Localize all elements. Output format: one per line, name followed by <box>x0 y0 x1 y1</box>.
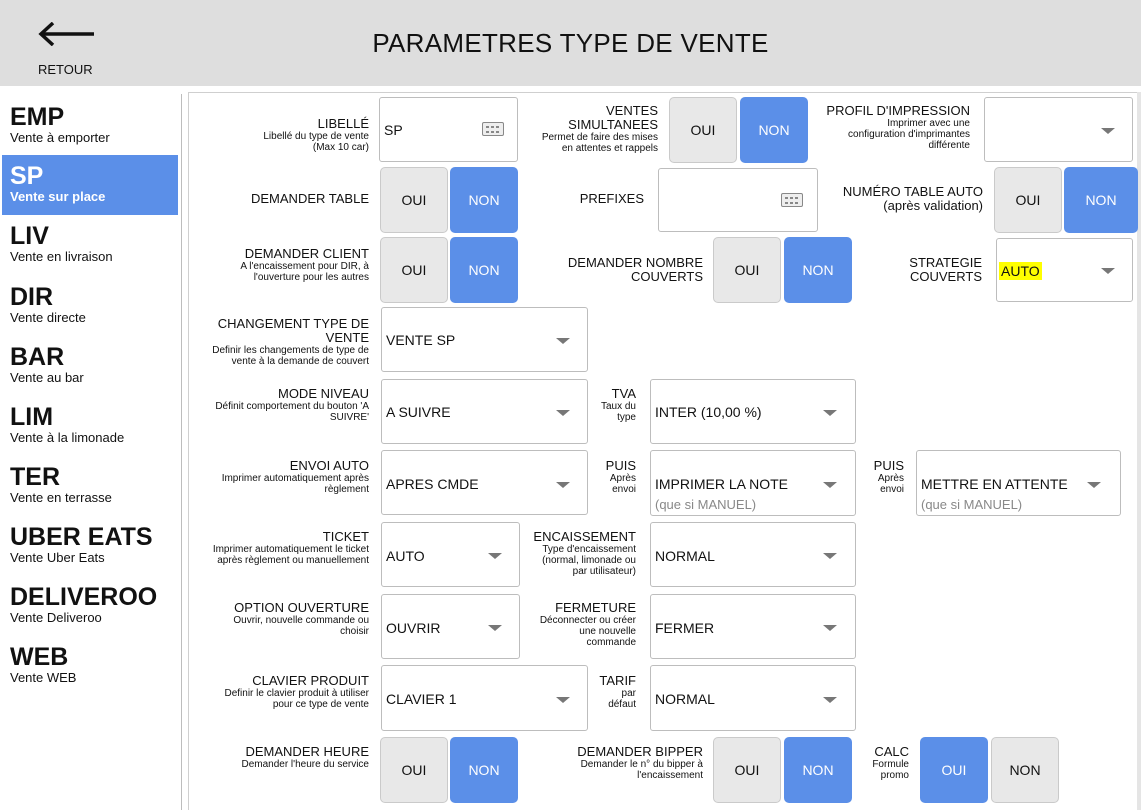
sidebar-item-lim[interactable] <box>2 396 178 456</box>
prefixes-label <box>524 192 644 206</box>
page-title: PARAMETRES TYPE DE VENTE <box>372 28 769 58</box>
tva-label <box>576 387 636 423</box>
strategie-couverts-label <box>862 256 982 284</box>
encaissement-title: ENCAISSEMENT <box>533 529 636 544</box>
changement-type-select[interactable] <box>381 307 588 372</box>
clavier-title: CLAVIER PRODUIT <box>252 673 369 688</box>
strategie-title: STRATEGIE <box>909 255 982 270</box>
chevron-down-icon <box>823 625 837 631</box>
changement-type-label <box>179 317 369 367</box>
puis-2-select[interactable] <box>916 450 1121 516</box>
strategie-title-2: COUVERTS <box>910 269 982 284</box>
chevron-down-icon <box>823 697 837 703</box>
clavier-produit-label <box>179 674 369 710</box>
ticket-label <box>179 530 369 566</box>
bipper-title: DEMANDER BIPPER <box>577 744 703 759</box>
bipper-hint: Demander le n° du bipper à <box>580 759 703 770</box>
libelle-hint-2: (Max 10 car) <box>312 142 369 153</box>
tarif-hint: par <box>621 688 636 699</box>
libelle-label <box>179 117 369 153</box>
fermeture-title: FERMETURE <box>555 600 636 615</box>
sidebar-item-ter[interactable] <box>2 456 178 516</box>
tva-hint-2: type <box>617 412 636 423</box>
prefixes-input[interactable] <box>658 168 818 232</box>
ticket-hint: Imprimer automatiquement le ticket <box>212 544 369 555</box>
chevron-down-icon <box>823 410 837 416</box>
sidebar-item-code: SP <box>10 162 44 190</box>
envoi-auto-hint-2: règlement <box>324 484 369 495</box>
encaissement-value: NORMAL <box>655 548 715 564</box>
keyboard-icon[interactable] <box>781 193 803 207</box>
changement-title: CHANGEMENT TYPE DE <box>217 316 369 331</box>
prefixes-title: PREFIXES <box>579 191 644 206</box>
ventes-sim-title: VENTES <box>605 103 658 118</box>
tarif-hint-2: défaut <box>608 699 636 710</box>
demander-table-label <box>179 192 369 206</box>
clavier-produit-select[interactable] <box>381 665 588 731</box>
nb-couverts-title-2: COUVERTS <box>631 269 703 284</box>
mode-niveau-value: A SUIVRE <box>386 404 451 420</box>
libelle-hint: Libellé du type de vente <box>263 131 369 142</box>
mode-niveau-title: MODE NIVEAU <box>277 386 369 401</box>
demander-table-non-button[interactable]: NON <box>450 167 518 233</box>
numero-table-title: NUMÉRO TABLE AUTO <box>842 184 983 199</box>
encaissement-hint: Type d'encaissement <box>542 544 636 555</box>
demander-client-hint-2: l'ouverture pour les autres <box>253 272 369 283</box>
sidebar-item-emp[interactable] <box>2 96 178 156</box>
ticket-hint-2: après règlement ou manuellement <box>217 555 369 566</box>
tarif-value: NORMAL <box>655 691 715 707</box>
chevron-down-icon <box>823 553 837 559</box>
encaissement-hint-2: (normal, limonade ou <box>542 555 636 566</box>
puis-1-sub: (que si MANUEL) <box>655 497 757 512</box>
bipper-oui-button[interactable]: OUI <box>713 737 781 803</box>
profil-hint: Imprimer avec une <box>887 118 970 129</box>
puis-2-value: METTRE EN ATTENTE <box>921 476 1068 492</box>
ventes-sim-hint-2: en attentes et rappels <box>561 143 658 154</box>
puis-1-value: IMPRIMER LA NOTE <box>655 476 789 492</box>
demander-client-hint: A l'encaissement pour DIR, à <box>240 261 369 272</box>
tva-title: TVA <box>611 386 636 401</box>
libelle-title: LIBELLÉ <box>317 116 369 131</box>
ventes-simultanees-label <box>498 104 658 154</box>
sidebar-item-code: UBER EATS <box>10 523 153 551</box>
puis-1-select[interactable] <box>650 450 856 516</box>
bipper-non-button[interactable]: NON <box>784 737 852 803</box>
ventes-sim-oui-button[interactable]: OUI <box>669 97 737 163</box>
demander-table-title: DEMANDER TABLE <box>251 191 369 206</box>
sidebar-item-code: EMP <box>10 103 65 131</box>
bipper-hint-2: l'encaissement <box>637 770 703 781</box>
tva-hint: Taux du <box>600 401 636 412</box>
sidebar-item-code: DIR <box>10 283 54 311</box>
sidebar-item-uber-eats[interactable] <box>2 516 178 576</box>
numero-table-oui-button[interactable]: OUI <box>994 167 1062 233</box>
encaissement-select[interactable] <box>650 522 856 587</box>
nombre-couverts-label <box>533 256 703 284</box>
option-ouverture-title: OPTION OUVERTURE <box>234 600 369 615</box>
nb-couverts-title: DEMANDER NOMBRE <box>567 255 703 270</box>
fermeture-select[interactable] <box>650 594 856 659</box>
option-ouverture-value: OUVRIR <box>386 620 441 636</box>
option-ouverture-hint-2: choisir <box>340 626 369 637</box>
demander-client-title: DEMANDER CLIENT <box>244 246 369 261</box>
back-label: RETOUR <box>38 62 93 77</box>
encaissement-hint-3: par utilisateur) <box>572 566 636 577</box>
changement-title-2: VENTE <box>325 330 369 345</box>
tarif-select[interactable] <box>650 665 856 731</box>
profil-hint-3: différente <box>928 140 970 151</box>
option-ouverture-label <box>179 601 369 637</box>
tva-select[interactable] <box>650 379 856 444</box>
fermeture-hint-3: commande <box>586 637 636 648</box>
envoi-auto-value: APRES CMDE <box>386 476 479 492</box>
envoi-auto-label <box>179 459 369 495</box>
nb-couverts-oui-button[interactable]: OUI <box>713 237 781 303</box>
demander-bipper-label <box>543 745 703 781</box>
chevron-down-icon <box>556 410 570 416</box>
sidebar-item-desc: Vente à la limonade <box>10 430 125 445</box>
strategie-value: AUTO <box>1001 263 1040 279</box>
chevron-down-icon <box>488 625 502 631</box>
envoi-auto-select[interactable] <box>381 450 588 515</box>
demander-heure-title: DEMANDER HEURE <box>245 744 369 759</box>
tva-value: INTER (10,00 %) <box>655 404 762 420</box>
sidebar-item-dir[interactable] <box>2 276 178 336</box>
clavier-hint: Definir le clavier produit à utiliser <box>224 688 369 699</box>
mode-niveau-hint-2: SUIVRE' <box>329 412 369 423</box>
calc-title: CALC <box>874 744 909 759</box>
puis-2-hint: Après <box>877 473 904 484</box>
ticket-value: AUTO <box>386 548 425 564</box>
sidebar-item-code: BAR <box>10 343 65 371</box>
libelle-value: SP <box>384 122 403 138</box>
sidebar-item-deliveroo[interactable] <box>2 576 178 636</box>
numero-table-auto-label <box>813 185 983 213</box>
sidebar-item-web[interactable] <box>2 636 178 696</box>
sidebar-item-code: DELIVEROO <box>10 583 158 611</box>
nb-couverts-non-button[interactable]: NON <box>784 237 852 303</box>
fermeture-hint-2: une nouvelle <box>579 626 636 637</box>
puis-1-title: PUIS <box>605 458 636 473</box>
puis-2-sub: (que si MANUEL) <box>921 497 1023 512</box>
numero-table-non-button[interactable]: NON <box>1064 167 1138 233</box>
demander-heure-label <box>179 745 369 770</box>
sidebar-item-liv[interactable] <box>2 215 178 275</box>
demander-client-label <box>179 247 369 283</box>
sidebar-item-code: WEB <box>10 643 69 671</box>
option-ouverture-hint: Ouvrir, nouvelle commande ou <box>233 615 369 626</box>
sidebar-item-desc: Vente au bar <box>10 370 84 385</box>
calc-hint: Formule <box>872 759 909 770</box>
fermeture-hint: Déconnecter ou créer <box>539 615 636 626</box>
changement-hint-2: vente à la demande de couvert <box>231 356 369 367</box>
demander-heure-oui-button[interactable]: OUI <box>380 737 448 803</box>
tarif-label <box>576 674 636 710</box>
sidebar-item-desc: Vente en terrasse <box>10 490 112 505</box>
ventes-sim-title-2: SIMULTANEES <box>568 117 658 132</box>
puis-2-title: PUIS <box>873 458 904 473</box>
changement-value: VENTE SP <box>386 332 456 348</box>
option-ouverture-select[interactable] <box>381 594 520 659</box>
envoi-auto-hint: Imprimer automatiquement après <box>221 473 369 484</box>
demander-heure-hint: Demander l'heure du service <box>241 759 369 770</box>
demander-table-oui-button[interactable]: OUI <box>380 167 448 233</box>
chevron-down-icon <box>488 553 502 559</box>
sidebar-item-code: LIM <box>10 403 54 431</box>
strategie-couverts-select[interactable] <box>996 238 1133 302</box>
sidebar-item-desc: Vente WEB <box>10 670 77 685</box>
profil-hint-2: configuration d'imprimantes <box>848 129 970 140</box>
fermeture-value: FERMER <box>655 620 715 636</box>
tarif-title: TARIF <box>599 673 636 688</box>
sidebar-item-desc: Vente à emporter <box>10 130 110 145</box>
encaissement-label <box>526 530 636 577</box>
changement-hint: Definir les changements de type de <box>212 345 369 356</box>
sidebar-item-code: LIV <box>10 222 49 250</box>
calc-label <box>849 745 909 781</box>
puis-2-label <box>844 459 904 495</box>
chevron-down-icon <box>1101 268 1115 274</box>
demander-client-oui-button[interactable]: OUI <box>380 237 448 303</box>
mode-niveau-label <box>179 387 369 423</box>
mode-niveau-hint: Définit comportement du bouton 'A <box>215 401 369 412</box>
clavier-value: CLAVIER 1 <box>386 691 457 707</box>
sidebar-item-bar[interactable] <box>2 336 178 396</box>
ventes-sim-hint: Permet de faire des mises <box>541 132 658 143</box>
chevron-down-icon <box>556 697 570 703</box>
profil-title: PROFIL D'IMPRESSION <box>826 103 970 118</box>
sidebar-item-sp[interactable] <box>2 155 178 215</box>
calc-non-button[interactable]: NON <box>991 737 1059 803</box>
puis-1-label <box>576 459 636 495</box>
chevron-down-icon <box>823 482 837 488</box>
chevron-down-icon <box>556 482 570 488</box>
profil-impression-label <box>790 104 970 151</box>
mode-niveau-select[interactable] <box>381 379 588 444</box>
sidebar-item-code: TER <box>10 463 60 491</box>
fermeture-label <box>526 601 636 648</box>
sidebar-item-desc: Vente Uber Eats <box>10 550 105 565</box>
ticket-select[interactable] <box>381 522 520 587</box>
chevron-down-icon <box>1101 128 1115 134</box>
envoi-auto-title: ENVOI AUTO <box>289 458 369 473</box>
calc-hint-2: promo <box>880 770 909 781</box>
puis-1-hint: Après <box>609 473 636 484</box>
ticket-title: TICKET <box>322 529 369 544</box>
clavier-hint-2: pour ce type de vente <box>272 699 369 710</box>
numero-table-title-2: (après validation) <box>883 198 983 213</box>
sidebar-item-desc: Vente en livraison <box>10 249 113 264</box>
ventes-sim-non-button[interactable]: NON <box>740 97 808 163</box>
puis-1-hint-2: envoi <box>612 484 636 495</box>
sidebar <box>0 86 182 810</box>
calc-oui-button[interactable]: OUI <box>920 737 988 803</box>
chevron-down-icon <box>556 338 570 344</box>
header <box>0 0 1141 86</box>
sidebar-item-desc: Vente sur place <box>10 189 106 204</box>
demander-heure-non-button[interactable]: NON <box>450 737 518 803</box>
puis-2-hint-2: envoi <box>880 484 904 495</box>
chevron-down-icon <box>1087 482 1101 488</box>
sidebar-item-desc: Vente Deliveroo <box>10 610 102 625</box>
profil-impression-select[interactable] <box>984 97 1133 162</box>
sidebar-item-desc: Vente directe <box>10 310 86 325</box>
demander-client-non-button[interactable]: NON <box>450 237 518 303</box>
